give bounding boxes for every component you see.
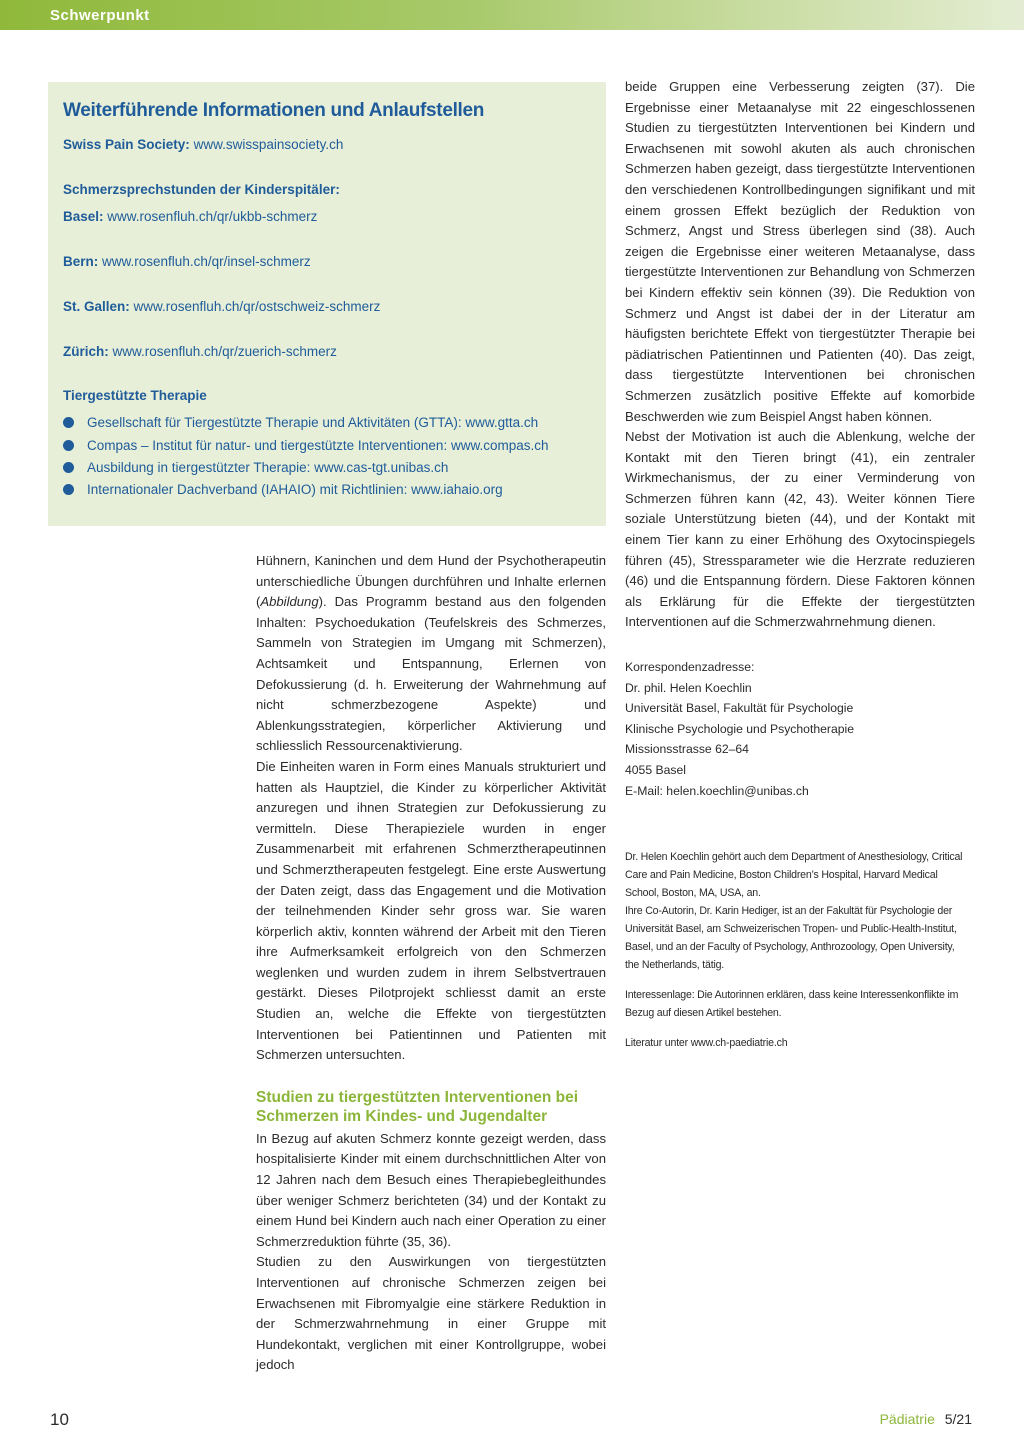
stgallen-label: St. Gallen: (63, 299, 130, 314)
bullet-icon (63, 462, 74, 473)
bullet-icon (63, 417, 74, 428)
section-header-bar (0, 0, 1024, 30)
paragraph-text: Hühnern, Kaninchen und dem Hund der Psychotherapeutin unterschiedliche Übungen durchführen und Inhalte erlernen ( (256, 553, 606, 610)
basel-line (63, 209, 317, 224)
therapy-heading (63, 388, 207, 403)
coauthor-note: Ihre Co-Autorin, Dr. Karin Hediger, ist an der Fakultät für Psychologie der Universität Basel, am Schweizerischen Tropen- und Public-Health-Institut, Basel, und an der Faculty of Psychology, Anthrozoology, Open University, the Netherlands, tätig. (625, 905, 957, 971)
conflict-of-interest: Interessenlage: Die Autorinnen erklären, dass keine Interessenkonflikte im Bezug auf diesen Artikel bestehen. (625, 989, 959, 1019)
contact-line: Missionsstrasse 62–64 (625, 742, 749, 757)
paragraph: Nebst der Motivation ist auch die Ablenkung, welche der Kontakt mit den Tieren bringt (41), ein zentraler Wirkmechanismus, der zu einer Verminderung von Schmerzen führen kann (42, 43). Weiter können Tiere soziale Unterstützung bieten (44), und der Kontakt mit einem Tier kann zu einer Erhöhung des Oxytocinspiegels führen (45), Stressparameter wie die Herzrate reduzieren (46) und die Entspannung fördern. Diese Faktoren können als Erklärung für die Effekte der tiergestützten Interventionen auf die Schmerzwahrnehmung dienen. (625, 429, 975, 630)
bullet-text[interactable]: Internationaler Dachverband (IAHAIO) mit Richtlinien: www.iahaio.org (87, 482, 503, 497)
sps-link[interactable]: www.swisspainsociety.ch (193, 137, 344, 152)
contact-line: Klinische Psychologie und Psychotherapie (625, 721, 854, 736)
contact-line: Dr. phil. Helen Koechlin (625, 680, 752, 695)
paragraph: Die Einheiten waren in Form eines Manuals strukturiert und hatten als Hauptziel, die Kinder zu körperlicher Aktivität anzuregen und ihnen Strategien zur Defokussierung zu vermitteln. Diese Therapieziele wurden in enger Zusammenarbeit mit erfahrenen Schmerztherapeutinnen und Schmerztherapeuten festgelegt. Eine erste Auswertung der Daten zeigt, dass das Engagement und die Motivation der teilnehmenden Kinder sehr gross war. Sie waren körperlich aktiv, konnten während der Arbeit mit den Tieren ihre Aufmerksamkeit erfolgreich von den Schmerzen weglenken und wurden zudem in ihrem Selbstvertrauen gestärkt. Dieses Pilotprojekt schliesst damit an erste Studien an, welche die Effekte von tiergestützten Interventionen bei Patientinnen und Patienten mit Schmerzen untersuchten. (256, 758, 606, 1063)
basel-label: Basel: (63, 209, 104, 224)
sps-line (63, 137, 343, 152)
text-column-right (625, 77, 975, 633)
zuerich-link[interactable]: www.rosenfluh.ch/qr/zuerich-schmerz (112, 344, 337, 359)
figure-reference: Abbildung (260, 594, 319, 610)
bern-line (63, 254, 311, 269)
bullet-text[interactable]: Gesellschaft für Tiergestützte Therapie und Aktivitäten (GTTA): www.gtta.ch (87, 415, 539, 430)
list-item (63, 482, 503, 497)
page-number: 10 (50, 1410, 69, 1429)
kliniken-heading-text: Schmerzsprechstunden der Kinderspitäler: (63, 182, 340, 197)
paragraph-text: ). Das Programm bestand aus den folgenden Inhalten: Psychoedukation (Teufelskreis des Schmerzes, Sammeln von Strategien im Umgang mit Schmerzen), Achtsamkeit und Entspannung, Erlernen von Defokussierung (d. h. Erweiterung der Wahrnehmung auf nicht schmerzbezogene Aspekte) und Ablenkungsstrategien, körperlicher Aktivierung und schliesslich Ressourcenaktivierung. (256, 594, 606, 754)
journal-footer (880, 1411, 972, 1427)
journal-issue: 5/21 (944, 1411, 972, 1427)
contact-line: 4055 Basel (625, 762, 686, 777)
zuerich-label: Zürich: (63, 344, 109, 359)
author-note: Dr. Helen Koechlin gehört auch dem Department of Anesthesiology, Critical Care and Pain Medicine, Boston Children’s Hospital, Harvard Medical School, Boston, MA, USA, an. (625, 851, 963, 899)
info-box (48, 82, 606, 526)
section-label: Schwerpunkt (50, 7, 150, 24)
bullet-text[interactable]: Ausbildung in tiergestützter Therapie: www.cas-tgt.unibas.ch (87, 460, 449, 475)
text-column-left (256, 551, 606, 1376)
basel-link[interactable]: www.rosenfluh.ch/qr/ukbb-schmerz (107, 209, 318, 224)
contact-line: Universität Basel, Fakultät für Psychologie (625, 701, 854, 716)
list-item (63, 460, 448, 475)
zuerich-line (63, 344, 337, 359)
stgallen-line (63, 299, 380, 314)
bullet-icon (63, 484, 74, 495)
sps-label: Swiss Pain Society: (63, 137, 190, 152)
contact-email[interactable]: E-Mail: helen.koechlin@unibas.ch (625, 783, 809, 798)
paragraph: beide Gruppen eine Verbesserung zeigten (37). Die Ergebnisse einer Metaanalyse mit 22 eingeschlossenen Studien zu tiergestützten Interventionen bei Kindern und Erwachsenen mit sowohl akuten als auch chronischen Schmerzen haben gezeigt, dass tiergestützte Interventionen den verschiedenen Kontrollbedingungen signifikant und mit einem grossen Effekt bezüglich der Reduktion von Schmerz, Angst und Stress überlegen sind (38). Auch zeigen die Ergebnisse einer weiteren Metaanalyse, dass tiergestützte Interventionen zur Behandlung von Schmerzen bei Kindern effektiv sein können (39). Die Reduktion von Schmerz und Angst ist dabei der in der Literatur am häufigsten berichtete Effekt von tiergestützter Therapie bei pädiatrischen Patientinnen und Patienten (40). Das zeigt, dass tiergestützte Interventionen bei chronischen Schmerzen zusätzlich positive Effekte auf komorbide Beschwerden wie zum Beispiel Angst haben können. (625, 79, 975, 424)
correspondence-address (625, 657, 985, 801)
paragraph: In Bezug auf akuten Schmerz konnte gezeigt werden, dass hospitalisierte Kinder mit einem durchschnittlichen Alter von 12 Jahren nach dem Besuch eines Therapiebegleithundes über weniger Schmerz berichteten (34) und der Kontakt zu einem Hund bei Kindern auch nach einer Operation zu einer Schmerzreduktion führte (35, 36). (256, 1130, 606, 1249)
section-heading: Studien zu tiergestützten Interventionen bei Schmerzen im Kindes- und Jugendalter (256, 1088, 579, 1125)
kliniken-heading (63, 182, 340, 197)
author-notes (625, 848, 970, 1064)
therapy-heading-text: Tiergestützte Therapie (63, 388, 207, 403)
journal-name: Pädiatrie (879, 1411, 935, 1427)
paragraph: Studien zu den Auswirkungen von tiergestützten Interventionen auf chronische Schmerzen zeigen bei Erwachsenen mit Fibromyalgie eine stärkere Reduktion in der Schmerzwahrnehmung in einer Gruppe mit Hundekontakt, verglichen mit einer Kontrollgruppe, wobei jedoch (256, 1254, 606, 1373)
info-box-title: Weiterführende Informationen und Anlaufstellen (63, 100, 485, 121)
stgallen-link[interactable]: www.rosenfluh.ch/qr/ostschweiz-schmerz (133, 299, 381, 314)
bullet-icon (63, 440, 74, 451)
list-item (63, 438, 548, 453)
contact-heading: Korrespondenzadresse: (625, 660, 755, 674)
bern-link[interactable]: www.rosenfluh.ch/qr/insel-schmerz (102, 254, 311, 269)
literature-note[interactable]: Literatur unter www.ch-paediatrie.ch (625, 1037, 788, 1049)
bullet-text[interactable]: Compas – Institut für natur- und tiergestützte Interventionen: www.compas.ch (87, 438, 549, 453)
bern-label: Bern: (63, 254, 99, 269)
list-item (63, 415, 538, 430)
paragraph (256, 551, 606, 757)
